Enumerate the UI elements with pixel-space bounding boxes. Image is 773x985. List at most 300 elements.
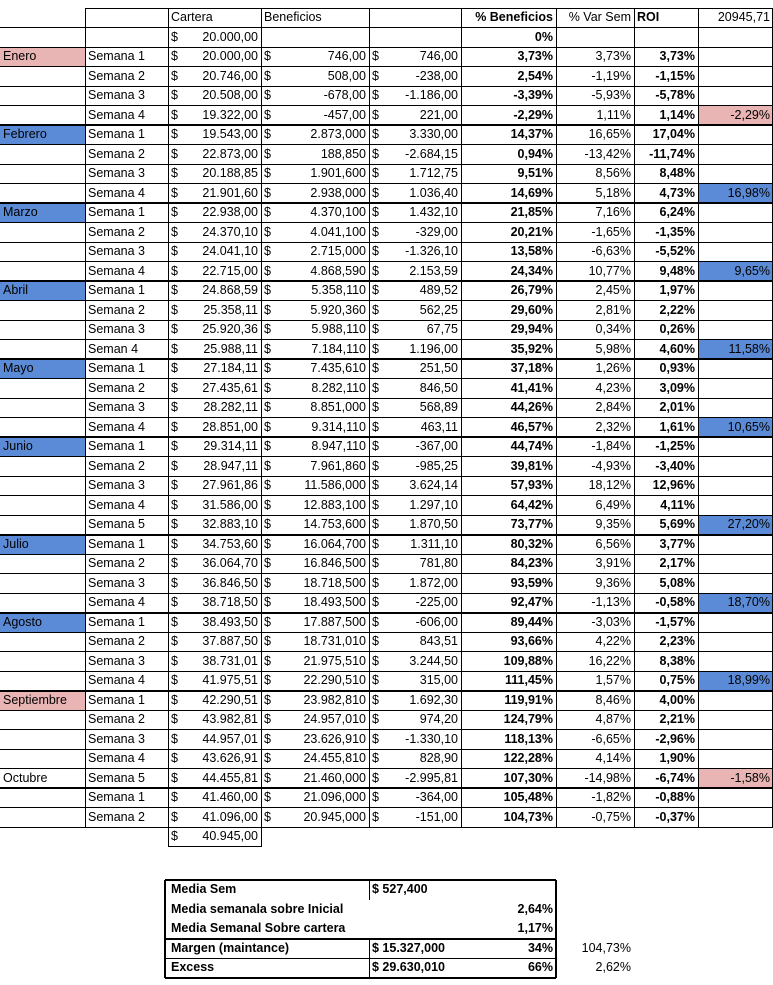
grid-line <box>369 8 370 827</box>
currency-symbol: $ <box>171 107 178 122</box>
week-label: Semana 1 <box>88 49 145 63</box>
currency-symbol: $ <box>264 614 271 629</box>
currency-symbol: $ <box>264 380 271 395</box>
beneficios-cell <box>261 340 369 360</box>
currency-symbol: $ <box>264 692 271 707</box>
currency-symbol: $ <box>372 244 379 258</box>
var-sem-cell: -0,75% <box>591 809 631 824</box>
beneficios-cell-value: 8.851,000 <box>310 400 366 414</box>
beneficios-cell-value: -457,00 <box>323 107 366 122</box>
beneficios-cell-value: 16.064,700 <box>303 536 366 551</box>
summary-pct: 1,17% <box>517 921 553 936</box>
beneficios-cell-value: 21.975,510 <box>303 653 366 668</box>
var-sem-cell: -1,82% <box>591 790 631 804</box>
roi-cell: -1,25% <box>655 439 695 453</box>
cartera-cell-value: 41.975,51 <box>202 673 258 687</box>
delta-cell <box>369 652 461 672</box>
grid-line <box>165 958 556 959</box>
var-sem-cell: -1,19% <box>591 68 631 83</box>
beneficios-cell-value: -678,00 <box>323 88 366 102</box>
var-sem-cell: 5,98% <box>595 341 631 356</box>
beneficios-cell-value: 17.887,500 <box>303 614 366 629</box>
currency-symbol: $ <box>171 361 178 375</box>
roi-cell: 3,09% <box>659 380 695 395</box>
currency-symbol: $ <box>264 517 271 531</box>
cartera-cell-value: 24.868,59 <box>202 283 258 297</box>
beneficios-cell-value: 508,00 <box>327 68 366 83</box>
currency-symbol: $ <box>171 458 178 473</box>
currency-symbol: $ <box>372 439 379 453</box>
delta-cell-value: 568,89 <box>419 400 458 414</box>
currency-symbol: $ <box>372 634 379 648</box>
beneficios-cell-value: 18.493,500 <box>303 595 366 609</box>
pct-beneficios-cell: 35,92% <box>510 341 553 356</box>
grid-line <box>0 105 773 106</box>
pct-beneficios-cell: 92,47% <box>510 595 553 609</box>
month-label: Mayo <box>0 359 85 379</box>
grid-line <box>0 183 773 184</box>
currency-symbol: $ <box>171 283 178 297</box>
grid-line <box>0 827 773 828</box>
currency-symbol: $ <box>264 439 271 453</box>
pct-beneficios-cell: 13,58% <box>510 244 553 258</box>
cartera-cell-value: 24.041,10 <box>202 244 258 258</box>
roi-cell: -11,74% <box>649 146 695 161</box>
summary-value: $ 527,400 <box>372 882 428 896</box>
currency-symbol: $ <box>264 809 271 824</box>
summary-extra: 2,62% <box>595 960 631 975</box>
cartera-cell <box>168 145 261 165</box>
beneficios-cell <box>261 476 369 496</box>
grid-line <box>168 846 261 847</box>
grid-line <box>0 222 773 223</box>
pct-beneficios-cell: 44,74% <box>510 439 553 453</box>
pct-beneficios-cell: 111,45% <box>505 673 553 687</box>
cartera-cell <box>168 184 261 204</box>
week-label: Semana 3 <box>88 478 145 492</box>
cartera-cell <box>168 262 261 282</box>
week-label: Semana 3 <box>88 322 145 336</box>
cartera-cell-value: 34.753,60 <box>202 536 258 551</box>
delta-cell <box>369 613 461 633</box>
currency-symbol: $ <box>372 361 379 375</box>
beneficios-cell <box>261 86 369 106</box>
cartera-cell-value: 20.188,85 <box>202 166 258 180</box>
currency-symbol: $ <box>171 673 178 687</box>
var-sem-cell: 10,77% <box>588 263 631 278</box>
currency-symbol: $ <box>264 361 271 375</box>
roi-cell: -0,37% <box>655 809 695 824</box>
cartera-cell-value: 27.184,11 <box>203 361 258 375</box>
currency-symbol: $ <box>372 166 379 180</box>
currency-symbol: $ <box>264 419 271 434</box>
beneficios-cell <box>261 535 369 555</box>
delta-cell-value: 843,51 <box>419 634 458 648</box>
var-sem-cell: 16,65% <box>588 127 631 141</box>
currency-symbol: $ <box>264 283 271 297</box>
roi-cell: 1,61% <box>659 419 695 434</box>
summary-label: Media Sem <box>171 882 237 896</box>
delta-cell-value: 1.297,10 <box>409 497 458 512</box>
grid-line <box>261 8 262 827</box>
var-sem-cell: 2,32% <box>595 419 631 434</box>
beneficios-cell <box>261 457 369 477</box>
week-label: Semana 2 <box>88 809 145 824</box>
cartera-cell <box>168 710 261 730</box>
grid-line <box>165 879 556 881</box>
grid-line <box>0 378 773 379</box>
roi-cell: 0,26% <box>659 322 695 336</box>
delta-cell-value: 3.624,14 <box>409 478 458 492</box>
delta-cell-value: -238,00 <box>415 68 458 83</box>
var-sem-cell: 0,34% <box>595 322 631 336</box>
currency-symbol: $ <box>171 556 178 570</box>
roi-cell: 2,23% <box>659 634 695 648</box>
delta-cell <box>369 106 461 126</box>
beneficios-cell-value: 5.358,110 <box>311 283 366 297</box>
currency-symbol: $ <box>264 556 271 570</box>
currency-symbol: $ <box>372 478 379 492</box>
currency-symbol: $ <box>171 263 178 278</box>
currency-symbol: $ <box>171 224 178 239</box>
cartera-cell <box>168 535 261 555</box>
beneficios-cell-value: 188,850 <box>320 146 366 161</box>
delta-cell <box>369 164 461 184</box>
currency-symbol: $ <box>171 809 178 824</box>
delta-cell-value: 1.692,30 <box>409 692 458 707</box>
beneficios-cell <box>261 574 369 594</box>
currency-symbol: $ <box>372 809 379 824</box>
grid-line <box>0 593 773 594</box>
cartera-cell-value: 25.920,36 <box>202 322 258 336</box>
month-label: Abril <box>0 281 85 301</box>
cartera-cell-value: 19.322,00 <box>202 107 258 122</box>
cartera-cell <box>168 223 261 243</box>
var-sem-cell: 9,36% <box>595 575 631 590</box>
grid-line <box>0 651 773 652</box>
currency-symbol: $ <box>264 263 271 278</box>
currency-symbol: $ <box>171 127 178 141</box>
summary-label: Media semanala sobre Inicial <box>171 901 344 916</box>
monthly-roi-cell: 27,20% <box>698 515 773 535</box>
grid-line <box>0 554 773 555</box>
summary-label: Excess <box>171 960 215 975</box>
beneficios-cell-value: 23.626,910 <box>303 731 366 746</box>
roi-cell: 2,01% <box>659 400 695 414</box>
delta-cell-value: -1.326,10 <box>405 244 458 258</box>
summary-pct: 34% <box>527 940 553 955</box>
var-sem-cell: 4,23% <box>595 380 631 395</box>
beneficios-cell-value: 24.455,810 <box>303 751 366 765</box>
roi-cell: -3,40% <box>655 458 695 473</box>
delta-cell-value: -2.995,81 <box>405 770 458 785</box>
var-sem-cell: 1,11% <box>596 107 631 122</box>
beneficios-cell <box>261 496 369 516</box>
pct-beneficios-cell: 9,51% <box>517 166 553 180</box>
currency-symbol: $ <box>372 146 379 161</box>
grid-line <box>556 8 557 827</box>
beneficios-cell <box>261 632 369 652</box>
var-sem-cell: -6,65% <box>591 731 631 746</box>
currency-symbol: $ <box>372 224 379 239</box>
currency-symbol: $ <box>264 302 271 317</box>
delta-cell <box>369 301 461 321</box>
week-label: Semana 1 <box>88 692 145 707</box>
cartera-cell <box>168 749 261 769</box>
week-label: Semana 2 <box>88 712 145 726</box>
delta-cell-value: 2.153,59 <box>409 263 458 278</box>
cartera-cell <box>168 106 261 126</box>
roi-cell: 3,73% <box>659 49 695 63</box>
currency-symbol: $ <box>372 127 379 141</box>
currency-symbol: $ <box>372 536 379 551</box>
currency-symbol: $ <box>171 322 178 336</box>
cartera-cell-value: 31.586,00 <box>202 497 258 512</box>
monthly-roi-cell: 16,98% <box>698 184 773 204</box>
week-label: Semana 2 <box>88 146 145 161</box>
beneficios-cell <box>261 320 369 340</box>
delta-cell-value: 562,25 <box>419 302 458 317</box>
delta-cell-value: 1.036,40 <box>409 185 458 200</box>
month-label: Julio <box>0 535 85 555</box>
cartera-cell <box>168 281 261 301</box>
delta-cell <box>369 86 461 106</box>
currency-symbol: $ <box>171 185 178 200</box>
var-sem-cell: 8,56% <box>595 166 631 180</box>
currency-symbol: $ <box>372 263 379 278</box>
delta-cell <box>369 730 461 750</box>
var-sem-cell: 2,45% <box>595 283 631 297</box>
currency-symbol: $ <box>264 673 271 687</box>
var-sem-cell: -4,93% <box>591 458 631 473</box>
var-sem-cell: 6,49% <box>595 497 631 512</box>
currency-symbol: $ <box>372 341 379 356</box>
cartera-cell-value: 20.508,00 <box>202 88 258 102</box>
roi-cell: 9,48% <box>659 263 695 278</box>
roi-cell: 12,96% <box>652 478 695 492</box>
grid-line <box>0 456 773 457</box>
roi-cell: 8,48% <box>659 166 695 180</box>
roi-cell: -6,74% <box>655 770 695 785</box>
summary-pct: 2,64% <box>517 901 553 916</box>
delta-cell-value: 1.870,50 <box>409 517 458 531</box>
beneficios-cell <box>261 184 369 204</box>
cartera-cell-value: 25.988,11 <box>203 341 258 356</box>
currency-symbol: $ <box>171 400 178 414</box>
roi-cell: 5,08% <box>659 575 695 590</box>
currency-symbol: $ <box>264 107 271 122</box>
grid-line <box>168 8 169 827</box>
pct-beneficios-cell: 14,69% <box>510 185 553 200</box>
delta-cell <box>369 437 461 457</box>
currency-symbol: $ <box>171 88 178 102</box>
beneficios-cell <box>261 379 369 399</box>
header-total-value: 20945,71 <box>717 10 770 24</box>
currency-symbol: $ <box>372 673 379 687</box>
roi-cell: 4,11% <box>660 497 695 512</box>
currency-symbol: $ <box>264 712 271 726</box>
delta-cell <box>369 710 461 730</box>
currency-symbol: $ <box>171 439 178 453</box>
cartera-cell <box>168 379 261 399</box>
cartera-cell-value: 43.982,81 <box>202 712 258 726</box>
currency-symbol: $ <box>372 751 379 765</box>
var-sem-cell: 18,12% <box>588 478 631 492</box>
var-sem-cell: -5,93% <box>591 88 631 102</box>
currency-symbol: $ <box>372 556 379 570</box>
currency-symbol: $ <box>372 595 379 609</box>
cartera-cell-value: 22.938,00 <box>202 205 258 219</box>
pct-beneficios-cell: 3,73% <box>517 49 553 63</box>
roi-cell: 4,00% <box>659 692 695 707</box>
month-label: Agosto <box>0 613 85 633</box>
currency-symbol: $ <box>264 146 271 161</box>
currency-symbol: $ <box>372 712 379 726</box>
roi-cell: 6,24% <box>659 205 695 219</box>
delta-cell-value: -1.330,10 <box>405 731 458 746</box>
month-label: Marzo <box>0 203 85 223</box>
grid-line <box>0 398 773 399</box>
delta-cell-value: -225,00 <box>415 595 458 609</box>
week-label: Semana 2 <box>88 458 145 473</box>
roi-cell: 1,97% <box>659 283 695 297</box>
week-label: Semana 1 <box>88 614 145 629</box>
delta-cell-value: -985,25 <box>415 458 458 473</box>
pct-beneficios-cell: -2,29% <box>513 107 553 122</box>
roi-cell: -1,57% <box>655 614 695 629</box>
pct-beneficios-cell: 41,41% <box>510 380 553 395</box>
grid-line <box>0 632 773 633</box>
grid-line <box>0 280 773 282</box>
beneficios-cell-value: 2.873,000 <box>310 127 366 141</box>
cartera-cell <box>168 476 261 496</box>
delta-cell <box>369 515 461 535</box>
delta-cell-value: -1.186,00 <box>405 88 458 102</box>
currency-symbol: $ <box>264 790 271 804</box>
cartera-cell <box>168 203 261 223</box>
beneficios-cell-value: 23.982,810 <box>303 692 366 707</box>
cartera-cell <box>168 730 261 750</box>
var-sem-cell: 2,81% <box>595 302 631 317</box>
delta-cell <box>369 788 461 808</box>
grid-line <box>0 27 773 28</box>
week-label: Seman 4 <box>88 341 139 356</box>
var-sem-cell: 2,84% <box>595 400 631 414</box>
currency-symbol: $ <box>372 68 379 83</box>
pct-beneficios-cell: 20,21% <box>510 224 553 239</box>
cartera-cell <box>168 788 261 808</box>
delta-cell <box>369 671 461 691</box>
summary-extra: 104,73% <box>581 940 631 955</box>
grid-line <box>0 710 773 711</box>
month-label: Febrero <box>0 125 85 145</box>
pct-beneficios-cell: 124,79% <box>503 712 553 726</box>
currency-symbol: $ <box>372 497 379 512</box>
beneficios-cell-value: 746,00 <box>327 49 366 63</box>
delta-cell-value: 489,52 <box>419 283 458 297</box>
delta-cell <box>369 320 461 340</box>
cartera-cell <box>168 242 261 262</box>
cartera-cell-value: 25.358,11 <box>203 302 258 317</box>
grid-line <box>0 358 773 360</box>
currency-symbol: $ <box>264 575 271 590</box>
week-label: Semana 4 <box>88 595 145 609</box>
beneficios-cell-value: 4.868,590 <box>310 263 366 278</box>
grid-line <box>461 8 462 827</box>
beneficios-cell-value: 2.938,000 <box>310 185 366 200</box>
currency-symbol: $ <box>264 770 271 785</box>
var-sem-cell: 7,16% <box>595 205 631 219</box>
roi-cell: -0,88% <box>655 790 695 804</box>
currency-symbol: $ <box>171 731 178 746</box>
delta-cell-value: 315,00 <box>419 673 458 687</box>
cartera-cell-value: 42.290,51 <box>202 692 258 707</box>
cartera-cell <box>168 769 261 789</box>
delta-cell <box>369 242 461 262</box>
pct-beneficios-cell: 46,57% <box>510 419 553 434</box>
beneficios-cell-value: 8.947,110 <box>311 439 366 453</box>
grid-line <box>0 495 773 496</box>
delta-cell <box>369 125 461 145</box>
delta-cell-value: 746,00 <box>419 49 458 63</box>
var-sem-cell: -1,84% <box>591 439 631 453</box>
delta-cell <box>369 457 461 477</box>
delta-cell <box>369 808 461 828</box>
currency-symbol: $ <box>264 185 271 200</box>
currency-symbol: $ <box>171 29 178 44</box>
week-label: Semana 1 <box>88 439 145 453</box>
beneficios-cell <box>261 203 369 223</box>
grid-line <box>85 8 773 9</box>
pct-beneficios-cell: 37,18% <box>510 361 553 375</box>
delta-cell <box>369 554 461 574</box>
delta-cell <box>369 632 461 652</box>
beneficios-cell <box>261 223 369 243</box>
cartera-cell-value: 22.873,00 <box>202 146 258 161</box>
currency-symbol: $ <box>264 68 271 83</box>
beneficios-cell <box>261 281 369 301</box>
final-cartera-value: 40.945,00 <box>202 829 258 843</box>
currency-symbol: $ <box>264 653 271 668</box>
beneficios-cell <box>261 613 369 633</box>
currency-symbol: $ <box>372 400 379 414</box>
delta-cell <box>369 223 461 243</box>
var-sem-cell: -1,65% <box>591 224 631 239</box>
grid-line <box>0 66 773 67</box>
month-label: Septiembre <box>0 691 85 711</box>
cartera-cell <box>168 515 261 535</box>
week-label: Semana 2 <box>88 380 145 395</box>
currency-symbol: $ <box>171 302 178 317</box>
currency-symbol: $ <box>372 653 379 668</box>
week-label: Semana 3 <box>88 653 145 668</box>
week-label: Semana 2 <box>88 556 145 570</box>
cartera-cell-value: 24.370,10 <box>202 224 258 239</box>
currency-symbol: $ <box>171 341 178 356</box>
beneficios-cell <box>261 437 369 457</box>
beneficios-cell-value: 1.901,600 <box>310 166 366 180</box>
currency-symbol: $ <box>264 634 271 648</box>
pct-beneficios-cell: 122,28% <box>503 751 553 765</box>
grid-line <box>0 86 773 87</box>
beneficios-cell <box>261 749 369 769</box>
grid-line <box>0 124 773 126</box>
beneficios-cell <box>261 554 369 574</box>
var-sem-cell: 4,22% <box>595 634 631 648</box>
currency-symbol: $ <box>264 88 271 102</box>
delta-cell-value: 974,20 <box>419 712 458 726</box>
beneficios-cell <box>261 788 369 808</box>
